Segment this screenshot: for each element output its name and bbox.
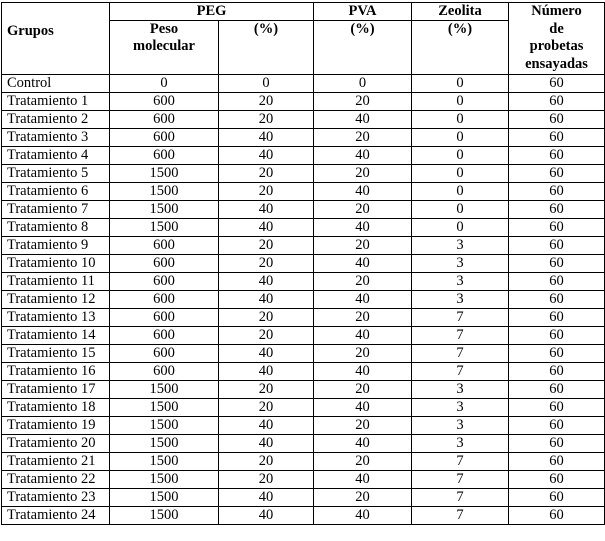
- cell-zeolita-percent: 0: [412, 75, 509, 93]
- cell-peso-molecular: 1500: [110, 183, 219, 201]
- cell-zeolita-percent: 0: [412, 129, 509, 147]
- cell-grupo: Tratamiento 4: [2, 147, 110, 165]
- cell-peg-percent: 20: [219, 237, 314, 255]
- cell-peg-percent: 40: [219, 219, 314, 237]
- table-row: [2, 147, 605, 165]
- cell-peg-percent: 40: [219, 489, 314, 507]
- cell-peso-molecular: 1500: [110, 417, 219, 435]
- header-numero-line-1: Número: [531, 3, 582, 19]
- cell-numero-probetas: 60: [509, 255, 605, 273]
- cell-peso-molecular: 600: [110, 291, 219, 309]
- header-numero-line-3: probetas: [529, 38, 584, 54]
- cell-pva-percent: 40: [314, 363, 412, 381]
- cell-peg-percent: 20: [219, 327, 314, 345]
- cell-numero-probetas: 60: [509, 273, 605, 291]
- cell-pva-percent: 20: [314, 201, 412, 219]
- cell-numero-probetas: 60: [509, 363, 605, 381]
- cell-pva-percent: 20: [314, 273, 412, 291]
- cell-pva-percent: 0: [314, 75, 412, 93]
- header-peso-molecular: [110, 21, 219, 75]
- cell-numero-probetas: 60: [509, 309, 605, 327]
- cell-pva-percent: 20: [314, 237, 412, 255]
- header-peg-percent: (%): [219, 21, 314, 75]
- header-pva-percent: (%): [314, 21, 412, 75]
- cell-numero-probetas: 60: [509, 399, 605, 417]
- cell-grupo: Tratamiento 12: [2, 291, 110, 309]
- cell-peso-molecular: 1500: [110, 471, 219, 489]
- cell-grupo: Tratamiento 1: [2, 93, 110, 111]
- cell-zeolita-percent: 0: [412, 219, 509, 237]
- cell-pva-percent: 20: [314, 129, 412, 147]
- cell-zeolita-percent: 7: [412, 489, 509, 507]
- cell-pva-percent: 20: [314, 309, 412, 327]
- cell-peg-percent: 20: [219, 255, 314, 273]
- cell-zeolita-percent: 0: [412, 147, 509, 165]
- cell-peg-percent: 40: [219, 201, 314, 219]
- header-numero-probetas: [509, 3, 605, 75]
- cell-grupo: Control: [2, 75, 110, 93]
- cell-zeolita-percent: 0: [412, 183, 509, 201]
- cell-peso-molecular: 600: [110, 273, 219, 291]
- cell-peso-molecular: 1500: [110, 399, 219, 417]
- cell-peso-molecular: 600: [110, 327, 219, 345]
- cell-peso-molecular: 1500: [110, 453, 219, 471]
- cell-zeolita-percent: 3: [412, 255, 509, 273]
- cell-peg-percent: 20: [219, 93, 314, 111]
- cell-peg-percent: 20: [219, 183, 314, 201]
- cell-peg-percent: 40: [219, 129, 314, 147]
- cell-pva-percent: 20: [314, 417, 412, 435]
- cell-pva-percent: 40: [314, 291, 412, 309]
- table-row: [2, 291, 605, 309]
- cell-peg-percent: 20: [219, 453, 314, 471]
- cell-peso-molecular: 600: [110, 255, 219, 273]
- table-row: [2, 345, 605, 363]
- cell-grupo: Tratamiento 5: [2, 165, 110, 183]
- table-row: [2, 165, 605, 183]
- cell-peso-molecular: 600: [110, 345, 219, 363]
- cell-numero-probetas: 60: [509, 111, 605, 129]
- cell-pva-percent: 40: [314, 147, 412, 165]
- cell-zeolita-percent: 0: [412, 111, 509, 129]
- cell-zeolita-percent: 3: [412, 237, 509, 255]
- cell-peg-percent: 40: [219, 417, 314, 435]
- treatments-table: [1, 2, 605, 525]
- cell-numero-probetas: 60: [509, 453, 605, 471]
- cell-peso-molecular: 600: [110, 111, 219, 129]
- table-row: [2, 93, 605, 111]
- table-row: [2, 435, 605, 453]
- table-row: [2, 417, 605, 435]
- cell-peso-molecular: 600: [110, 363, 219, 381]
- table-row: [2, 471, 605, 489]
- cell-zeolita-percent: 7: [412, 471, 509, 489]
- cell-pva-percent: 40: [314, 399, 412, 417]
- cell-peso-molecular: 1500: [110, 219, 219, 237]
- header-numero-line-2: de: [549, 20, 564, 37]
- table-row: [2, 183, 605, 201]
- table-row: [2, 453, 605, 471]
- cell-zeolita-percent: 7: [412, 363, 509, 381]
- cell-pva-percent: 20: [314, 453, 412, 471]
- cell-peso-molecular: 1500: [110, 201, 219, 219]
- cell-pva-percent: 20: [314, 489, 412, 507]
- table-row: [2, 111, 605, 129]
- cell-peso-molecular: 1500: [110, 435, 219, 453]
- cell-zeolita-percent: 7: [412, 453, 509, 471]
- cell-numero-probetas: 60: [509, 471, 605, 489]
- cell-grupo: Tratamiento 20: [2, 435, 110, 453]
- cell-grupo: Tratamiento 10: [2, 255, 110, 273]
- cell-zeolita-percent: 3: [412, 399, 509, 417]
- table-row: [2, 327, 605, 345]
- table-row: [2, 237, 605, 255]
- cell-numero-probetas: 60: [509, 381, 605, 399]
- cell-peg-percent: 40: [219, 147, 314, 165]
- cell-zeolita-percent: 3: [412, 291, 509, 309]
- cell-grupo: Tratamiento 19: [2, 417, 110, 435]
- table-row: [2, 75, 605, 93]
- table-row: [2, 273, 605, 291]
- cell-pva-percent: 40: [314, 435, 412, 453]
- cell-zeolita-percent: 0: [412, 201, 509, 219]
- cell-grupo: Tratamiento 13: [2, 309, 110, 327]
- cell-peg-percent: 20: [219, 471, 314, 489]
- header-zeolita: Zeolita: [412, 3, 509, 21]
- cell-zeolita-percent: 7: [412, 309, 509, 327]
- cell-peg-percent: 0: [219, 75, 314, 93]
- cell-peg-percent: 40: [219, 273, 314, 291]
- cell-zeolita-percent: 3: [412, 381, 509, 399]
- cell-numero-probetas: 60: [509, 219, 605, 237]
- cell-zeolita-percent: 7: [412, 345, 509, 363]
- cell-peg-percent: 20: [219, 399, 314, 417]
- cell-grupo: Tratamiento 18: [2, 399, 110, 417]
- table-row: [2, 489, 605, 507]
- header-pva: PVA: [314, 3, 412, 21]
- cell-peso-molecular: 600: [110, 129, 219, 147]
- cell-pva-percent: 20: [314, 345, 412, 363]
- table-row: [2, 309, 605, 327]
- cell-pva-percent: 40: [314, 111, 412, 129]
- cell-grupo: Tratamiento 6: [2, 183, 110, 201]
- cell-numero-probetas: 60: [509, 507, 605, 525]
- header-peso-line-2: molecular: [132, 38, 195, 54]
- cell-numero-probetas: 60: [509, 435, 605, 453]
- cell-grupo: Tratamiento 11: [2, 273, 110, 291]
- cell-peg-percent: 40: [219, 291, 314, 309]
- cell-peso-molecular: 600: [110, 93, 219, 111]
- cell-grupo: Tratamiento 3: [2, 129, 110, 147]
- cell-pva-percent: 20: [314, 381, 412, 399]
- table-row: [2, 399, 605, 417]
- header-row-top: [2, 3, 605, 21]
- cell-peg-percent: 40: [219, 507, 314, 525]
- cell-pva-percent: 40: [314, 183, 412, 201]
- cell-numero-probetas: 60: [509, 489, 605, 507]
- cell-pva-percent: 40: [314, 219, 412, 237]
- cell-grupo: Tratamiento 14: [2, 327, 110, 345]
- cell-grupo: Tratamiento 22: [2, 471, 110, 489]
- cell-numero-probetas: 60: [509, 345, 605, 363]
- cell-zeolita-percent: 3: [412, 417, 509, 435]
- table-row: [2, 363, 605, 381]
- cell-grupo: Tratamiento 8: [2, 219, 110, 237]
- cell-grupo: Tratamiento 2: [2, 111, 110, 129]
- cell-pva-percent: 20: [314, 165, 412, 183]
- cell-peg-percent: 20: [219, 111, 314, 129]
- cell-pva-percent: 40: [314, 507, 412, 525]
- cell-zeolita-percent: 3: [412, 435, 509, 453]
- cell-numero-probetas: 60: [509, 75, 605, 93]
- cell-peg-percent: 20: [219, 165, 314, 183]
- cell-zeolita-percent: 3: [412, 273, 509, 291]
- cell-peso-molecular: 1500: [110, 165, 219, 183]
- header-zeolita-percent: (%): [412, 21, 509, 75]
- cell-zeolita-percent: 7: [412, 327, 509, 345]
- cell-peso-molecular: 600: [110, 147, 219, 165]
- cell-grupo: Tratamiento 7: [2, 201, 110, 219]
- cell-numero-probetas: 60: [509, 129, 605, 147]
- table-row: [2, 219, 605, 237]
- cell-peso-molecular: 600: [110, 309, 219, 327]
- header-grupos: Grupos: [2, 3, 110, 75]
- cell-zeolita-percent: 7: [412, 507, 509, 525]
- cell-peso-molecular: 1500: [110, 381, 219, 399]
- cell-pva-percent: 20: [314, 93, 412, 111]
- cell-numero-probetas: 60: [509, 291, 605, 309]
- cell-grupo: Tratamiento 16: [2, 363, 110, 381]
- cell-grupo: Tratamiento 21: [2, 453, 110, 471]
- table-row: [2, 201, 605, 219]
- cell-numero-probetas: 60: [509, 147, 605, 165]
- cell-numero-probetas: 60: [509, 327, 605, 345]
- cell-numero-probetas: 60: [509, 165, 605, 183]
- cell-numero-probetas: 60: [509, 417, 605, 435]
- header-peg: PEG: [110, 3, 314, 21]
- cell-peg-percent: 20: [219, 309, 314, 327]
- cell-peso-molecular: 1500: [110, 489, 219, 507]
- cell-numero-probetas: 60: [509, 93, 605, 111]
- cell-peg-percent: 40: [219, 435, 314, 453]
- cell-numero-probetas: 60: [509, 237, 605, 255]
- cell-peg-percent: 20: [219, 381, 314, 399]
- cell-grupo: Tratamiento 24: [2, 507, 110, 525]
- cell-numero-probetas: 60: [509, 201, 605, 219]
- cell-zeolita-percent: 0: [412, 165, 509, 183]
- cell-grupo: Tratamiento 9: [2, 237, 110, 255]
- table-row: [2, 255, 605, 273]
- cell-grupo: Tratamiento 23: [2, 489, 110, 507]
- table-row: [2, 381, 605, 399]
- cell-peso-molecular: 1500: [110, 507, 219, 525]
- cell-peg-percent: 40: [219, 363, 314, 381]
- cell-peg-percent: 40: [219, 345, 314, 363]
- cell-peso-molecular: 0: [110, 75, 219, 93]
- cell-pva-percent: 40: [314, 255, 412, 273]
- table-row: [2, 507, 605, 525]
- cell-pva-percent: 40: [314, 471, 412, 489]
- cell-grupo: Tratamiento 17: [2, 381, 110, 399]
- table-row: [2, 129, 605, 147]
- cell-pva-percent: 40: [314, 327, 412, 345]
- cell-zeolita-percent: 0: [412, 93, 509, 111]
- cell-grupo: Tratamiento 15: [2, 345, 110, 363]
- header-peso-line-1: Peso: [149, 21, 179, 37]
- header-numero-line-4: ensayadas: [525, 55, 588, 72]
- cell-peso-molecular: 600: [110, 237, 219, 255]
- cell-numero-probetas: 60: [509, 183, 605, 201]
